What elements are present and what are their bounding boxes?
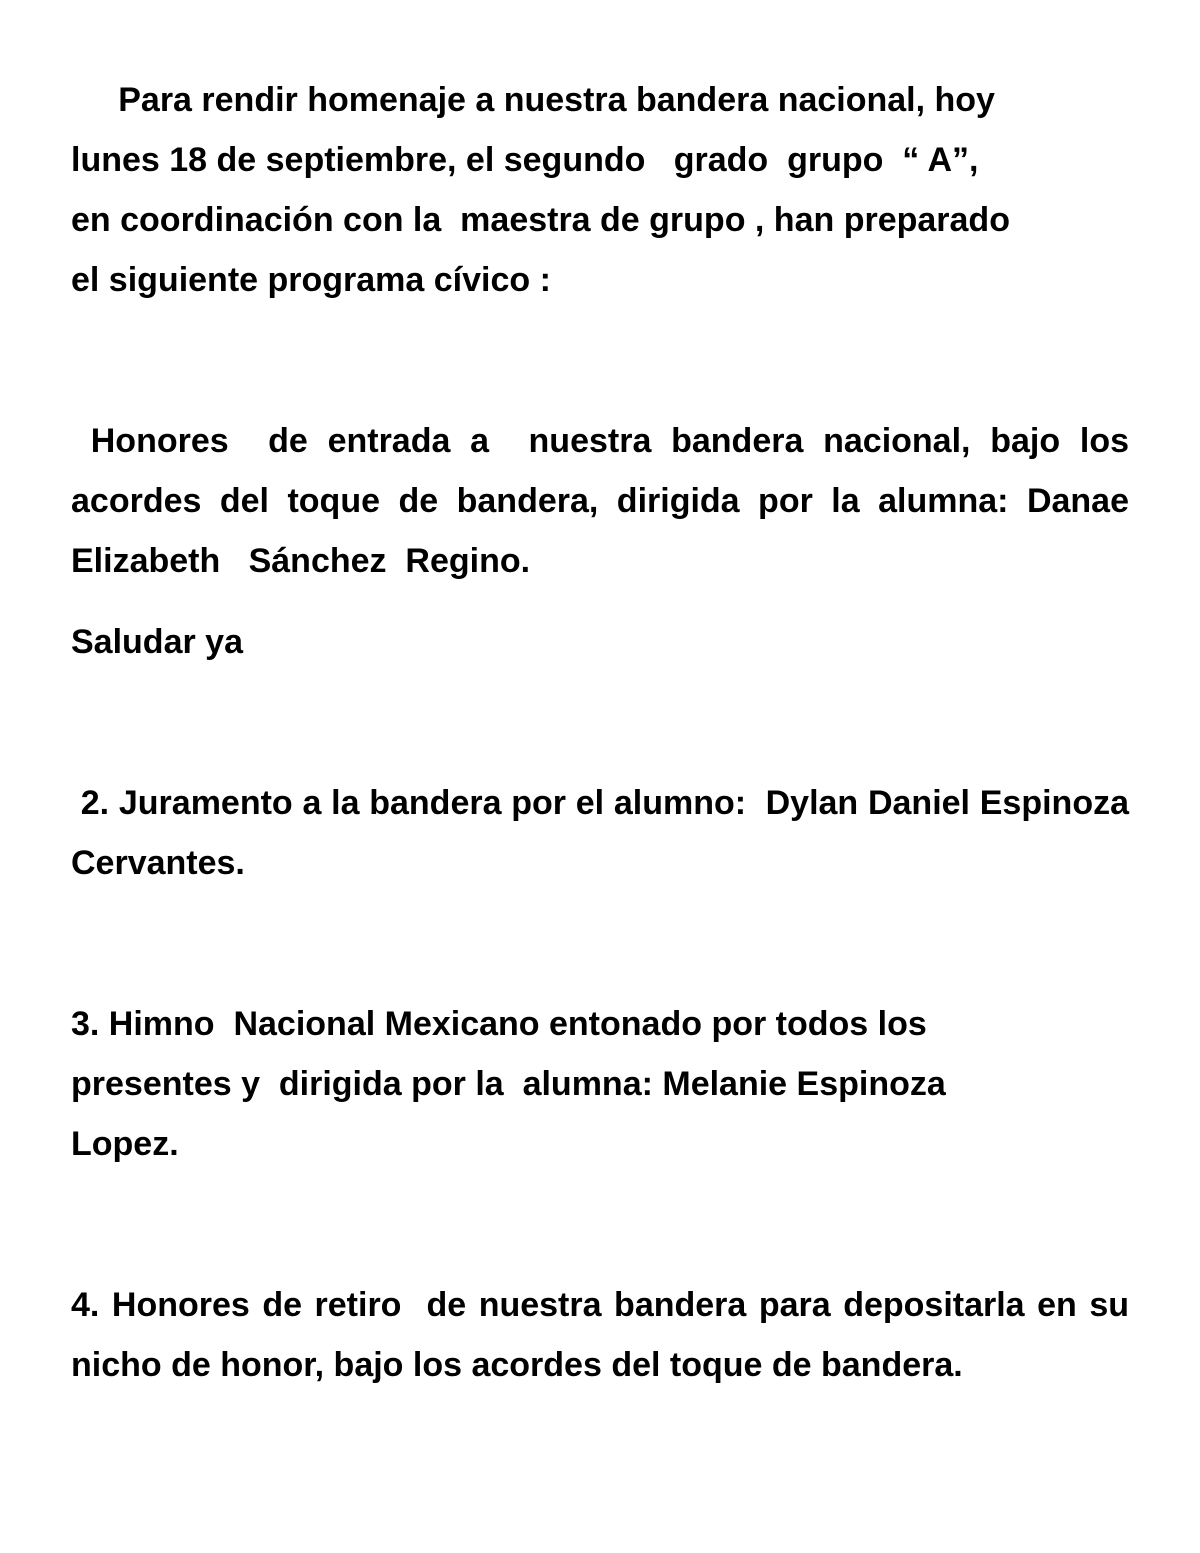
program-item-flag-retirement: 4. Honores de retiro de nuestra bandera para depositarla en su nicho de honor, bajo los acordes del toque de bandera.	[71, 1286, 1139, 1384]
note-saludar: Saludar ya	[71, 623, 243, 661]
program-item-oath: 2. Juramento a la bandera por el alumno: Dylan Daniel Espinoza Cervantes.	[71, 784, 1139, 882]
program-item-flag-entrance: Honores de entrada a nuestra bandera nacional, bajo los acordes del toque de bandera, dirigida por la alumna: Danae Elizabeth Sánchez Regino.	[71, 422, 1148, 580]
intro-paragraph: Para rendir homenaje a nuestra bandera nacional, hoy lunes 18 de septiembre, el segundo grado grupo “ A”, en coordinación con la maestra de grupo , han preparado el siguiente programa cívico :	[71, 81, 1010, 299]
program-item-anthem: 3. Himno Nacional Mexicano entonado por todos los presentes y dirigida por la alumna: Melanie Espinoza Lopez.	[71, 1005, 946, 1163]
